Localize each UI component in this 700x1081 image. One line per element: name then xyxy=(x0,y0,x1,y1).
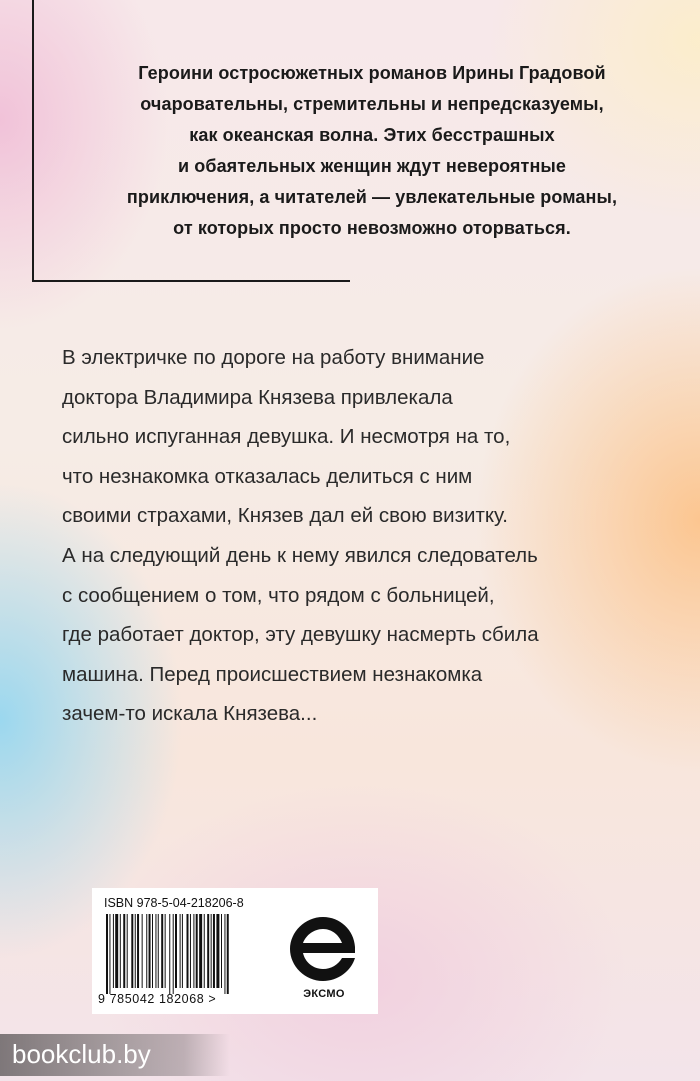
isbn-label: ISBN 978-5-04-218206-8 xyxy=(104,896,244,910)
tagline-line: очаровательны, стремительны и непредсказуемы, xyxy=(140,94,604,114)
tagline-line: Героини остросюжетных романов Ирины Градовой xyxy=(138,63,606,83)
synopsis-line: машина. Перед происшествием незнакомка xyxy=(62,662,483,686)
synopsis xyxy=(62,338,682,734)
tagline-line: от которых просто невозможно оторваться. xyxy=(173,218,571,238)
synopsis-line: доктора Владимира Князева привлекала xyxy=(62,385,453,409)
synopsis-line: своими страхами, Князев дал ей свою визитку. xyxy=(62,504,508,528)
barcode xyxy=(104,914,272,994)
synopsis-line: с сообщением о том, что рядом с больницей, xyxy=(62,583,495,607)
publisher-name: ЭКСМО xyxy=(303,988,345,1000)
synopsis-line: А на следующий день к нему явился следователь xyxy=(62,543,538,567)
synopsis-line: сильно испуганная девушка. И несмотря на то, xyxy=(62,425,511,449)
tagline-line: как океанская волна. Этих бесстрашных xyxy=(189,125,555,145)
synopsis-line: зачем-то искала Князева... xyxy=(62,702,318,726)
synopsis-line: что незнакомка отказалась делиться с ним xyxy=(62,464,473,488)
isbn-box xyxy=(92,888,378,1014)
tagline xyxy=(62,58,682,244)
barcode-digits: 9 785042 182068 > xyxy=(98,992,217,1006)
watermark-text: bookclub.by xyxy=(12,1039,151,1069)
synopsis-line: В электричке по дороге на работу внимание xyxy=(62,346,485,369)
eksmo-logo-icon xyxy=(286,914,360,984)
watermark xyxy=(0,1034,230,1076)
tagline-line: приключения, а читателей — увлекательные романы, xyxy=(126,187,618,207)
tagline-line: и обаятельных женщин ждут невероятные xyxy=(177,156,566,176)
synopsis-line: где работает доктор, эту девушку насмерть сбила xyxy=(62,623,539,647)
